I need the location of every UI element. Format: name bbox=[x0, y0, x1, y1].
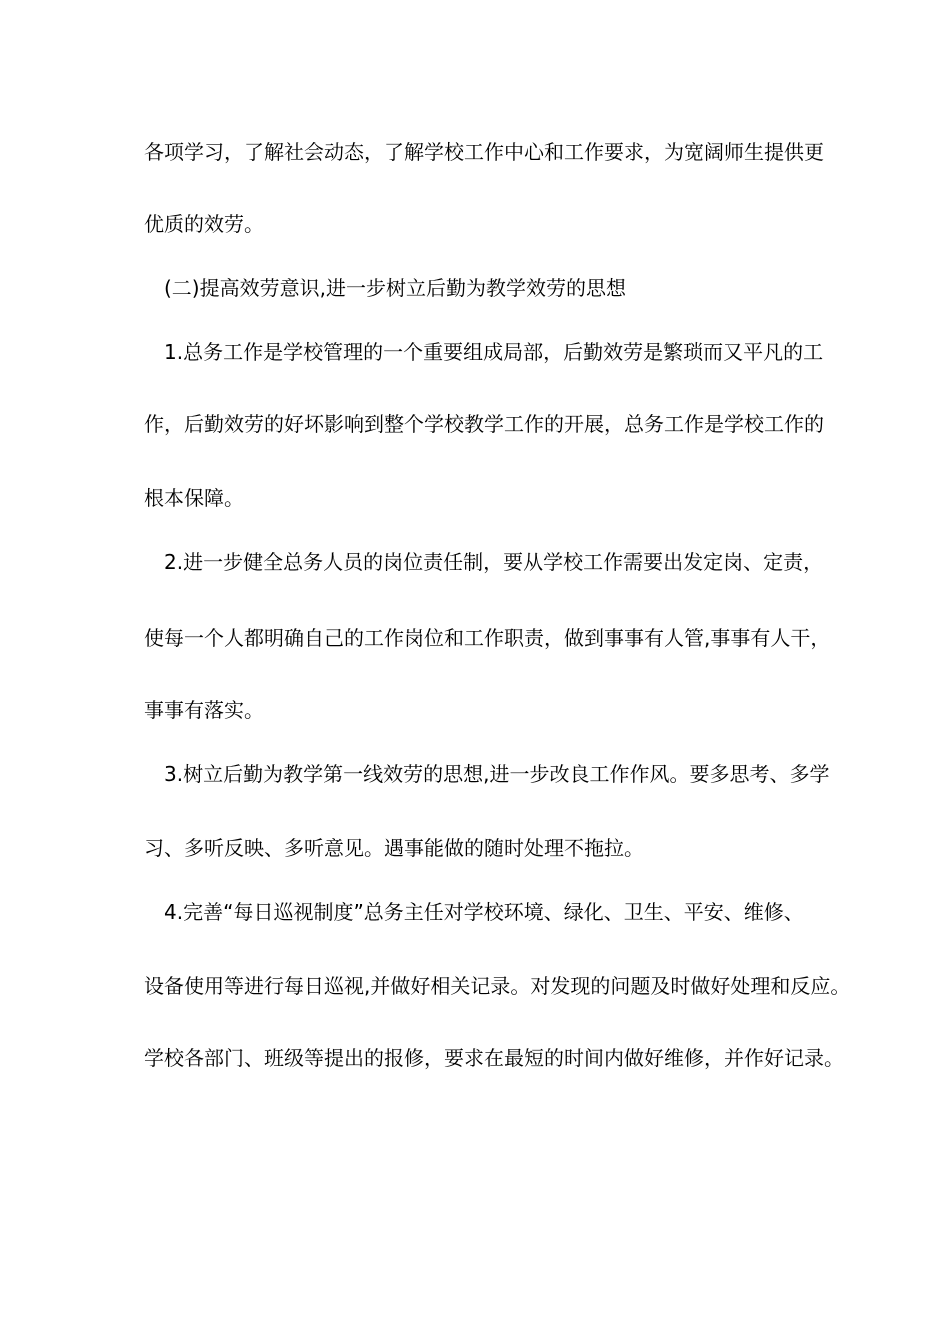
paragraph-line: 习、多听反映、多听意见。遇事能做的随时处理不拖拉。 bbox=[144, 836, 644, 860]
paragraph-line: 学校各部门、班级等提出的报修，要求在最短的时间内做好维修，并作好记录。 bbox=[144, 1046, 844, 1070]
section-heading: (二)提高效劳意识,进一步树立后勤为教学效劳的思想 bbox=[164, 276, 626, 300]
paragraph-line: 3.树立后勤为教学第一线效劳的思想,进一步改良工作作风。要多思考、多学 bbox=[164, 762, 830, 786]
paragraph-line: 使每一个人都明确自己的工作岗位和工作职责，做到事事有人管,事事有人干， bbox=[144, 626, 831, 650]
paragraph-line: 优质的效劳。 bbox=[144, 212, 264, 236]
paragraph-line: 各项学习，了解社会动态，了解学校工作中心和工作要求，为宽阔师生提供更 bbox=[144, 140, 824, 164]
paragraph-line: 4.完善“每日巡视制度”总务主任对学校环境、绿化、卫生、平安、维修、 bbox=[164, 900, 804, 924]
paragraph-line: 作，后勤效劳的好坏影响到整个学校教学工作的开展，总务工作是学校工作的 bbox=[144, 412, 824, 436]
paragraph-line: 2.进一步健全总务人员的岗位责任制，要从学校工作需要出发定岗、定责， bbox=[164, 550, 824, 574]
paragraph-line: 事事有落实。 bbox=[144, 698, 264, 722]
paragraph-line: 1.总务工作是学校管理的一个重要组成局部，后勤效劳是繁琐而又平凡的工 bbox=[164, 340, 824, 364]
paragraph-line: 根本保障。 bbox=[144, 486, 244, 510]
paragraph-line: 设备使用等进行每日巡视,并做好相关记录。对发现的问题及时做好处理和反应。 bbox=[144, 974, 851, 998]
